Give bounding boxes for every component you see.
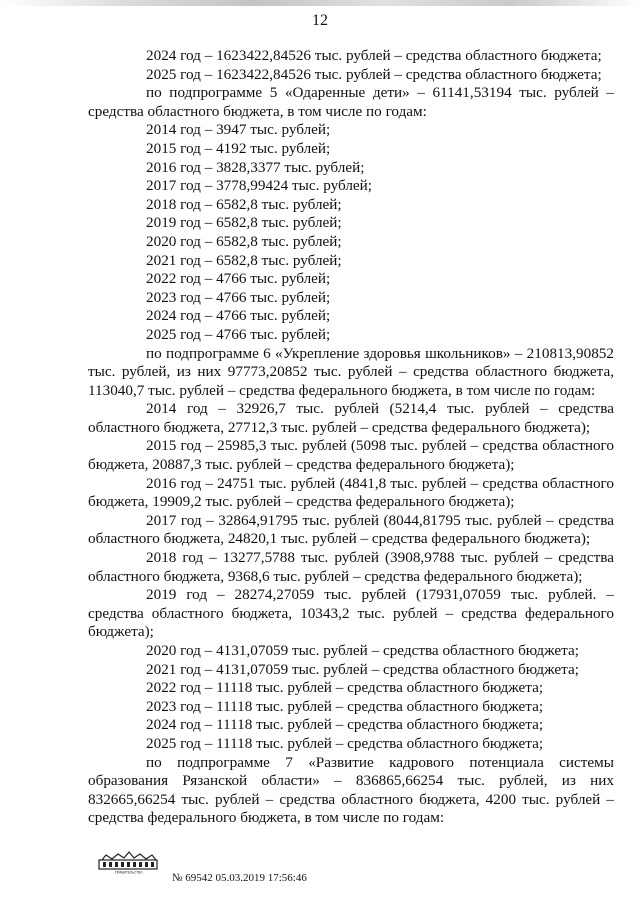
government-emblem-stamp-icon: [98, 850, 160, 874]
paragraph: 2022 год – 4766 тыс. рублей;: [146, 270, 331, 288]
document-footer: [98, 850, 518, 890]
page-number: 12: [312, 12, 328, 29]
paragraph: 2021 год – 4131,07059 тыс. рублей – средства областного бюджета;: [146, 660, 579, 678]
paragraph: 2016 год – 24751 тыс. рублей (4841,8 тыс. рублей – средства областного бюджета, 19909,2 тыс. рублей – средства федерального бюджета);: [88, 474, 614, 511]
document-body: [88, 47, 614, 828]
paragraph: 2023 год – 4766 тыс. рублей;: [146, 288, 331, 306]
paragraph: 2017 год – 32864,91795 тыс. рублей (8044,81795 тыс. рублей – средства областного бюджета, 24820,1 тыс. рублей – средства федерального бюджета);: [88, 511, 614, 548]
paragraph: 2022 год – 11118 тыс. рублей – средства областного бюджета;: [146, 679, 544, 697]
paragraph: 2018 год – 6582,8 тыс. рублей;: [146, 195, 342, 213]
paragraph: 2019 год – 6582,8 тыс. рублей;: [146, 214, 342, 232]
svg-text:ПРАВИТЕЛЬСТВО: ПРАВИТЕЛЬСТВО: [115, 870, 143, 874]
paragraph: по подпрограмме 5 «Одаренные дети» – 61141,53194 тыс. рублей – средства областного бюджета, в том числе по годам:: [88, 84, 614, 120]
scan-edge: [0, 0, 640, 6]
paragraph: 2015 год – 4192 тыс. рублей;: [146, 139, 331, 157]
paragraph: 2024 год – 1623422,84526 тыс. рублей – средства областного бюджета;: [146, 47, 602, 64]
paragraph: 2019 год – 28274,27059 тыс. рублей (17931,07059 тыс. рублей. – средства областного бюджета, 10343,2 тыс. рублей – средства федерального бюджета);: [88, 586, 614, 641]
paragraph: 2023 год – 11118 тыс. рублей – средства областного бюджета;: [146, 697, 544, 715]
paragraph: 2014 год – 32926,7 тыс. рублей (5214,4 тыс. рублей – средства областного бюджета, 27712,3 тыс. рублей – средства федерального бюджета);: [88, 400, 614, 436]
paragraph: 2024 год – 11118 тыс. рублей – средства областного бюджета;: [146, 716, 544, 734]
paragraph: 2018 год – 13277,5788 тыс. рублей (3908,9788 тыс. рублей – средства областного бюджета, 9368,6 тыс. рублей – средства федерального бюджета);: [88, 549, 614, 585]
paragraph: 2025 год – 1623422,84526 тыс. рублей – средства областного бюджета;: [146, 65, 602, 83]
paragraph: 2025 год – 4766 тыс. рублей;: [146, 325, 331, 343]
paragraph: по подпрограмме 7 «Развитие кадрового потенциала системы образования Рязанской области» – 836865,66254 тыс. рублей, из них 832665,66254 тыс. рублей – средства областного бюджета, 4200 тыс. рублей – средства федерального бюджета, в том числе по годам:: [88, 753, 614, 827]
paragraph: 2020 год – 4131,07059 тыс. рублей – средства областного бюджета;: [146, 642, 579, 659]
paragraph: 2016 год – 3828,3377 тыс. рублей;: [146, 158, 365, 176]
paragraph: 2014 год – 3947 тыс. рублей;: [146, 121, 331, 139]
paragraph: 2017 год – 3778,99424 тыс. рублей;: [146, 177, 373, 195]
paragraph: 2025 год – 11118 тыс. рублей – средства областного бюджета;: [146, 734, 544, 752]
paragraph: 2015 год – 25985,3 тыс. рублей (5098 тыс. рублей – средства областного бюджета, 20887,3 тыс. рублей – средства федерального бюджета);: [88, 437, 614, 474]
paragraph: 2024 год – 4766 тыс. рублей;: [146, 307, 331, 325]
document-registration-number: № 69542 05.03.2019 17:56:46: [172, 872, 307, 884]
paragraph: 2021 год – 6582,8 тыс. рублей;: [146, 251, 342, 269]
paragraph: 2020 год – 6582,8 тыс. рублей;: [146, 232, 342, 250]
paragraph: по подпрограмме 6 «Укрепление здоровья школьников» – 210813,90852 тыс. рублей, из них 97773,20852 тыс. рублей – средства областного бюджета, 113040,7 тыс. рублей – средства федерального бюджета, в том числе по годам:: [88, 344, 614, 399]
